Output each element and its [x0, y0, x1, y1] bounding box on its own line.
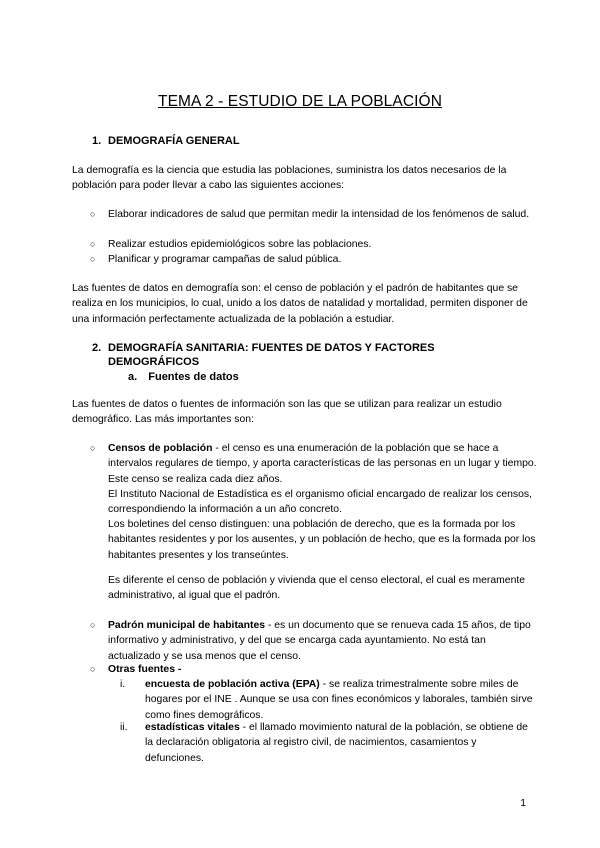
numeral-ii: ii.	[120, 722, 128, 733]
censos-diferente-paragraph: Es diferente el censo de población y vivienda que el censo electoral, el cual es meramente administrativo, al igual que el padrón.	[108, 575, 526, 602]
list-item: Planificar y programar campañas de salud pública.	[108, 254, 342, 265]
list-item-padron	[108, 618, 538, 664]
censos-term: Censos de población	[108, 443, 213, 454]
estadisticas-text: - el llamado movimiento natural de la población, se obtiene de la declaración obligatoria al registro civil, de nacimientos, casamientos y defunciones.	[145, 722, 528, 764]
section-2-number: 2.	[92, 342, 102, 354]
section-1-closing: Las fuentes de datos en demografía son: el censo de población y el padrón de habitantes que se realiza en los municipios, lo cual, unido a los datos de natalidad y mortalidad, permiten disponer de una información perfectamente actualizada de la población a estudiar.	[72, 283, 528, 325]
epa-text: - se realiza trimestralmente sobre miles de hogares por el INE . Aunque se usa con fines económicos y laborales, también sirve como fines demográficos.	[145, 679, 533, 721]
censos-ine-paragraph: El Instituto Nacional de Estadística es el organismo oficial encargado de realizar los censos, correspondiendo la información a un año concreto.	[108, 489, 532, 516]
bullet-icon: ○	[90, 239, 96, 249]
subsection-a-heading	[128, 371, 239, 383]
bullet-icon: ○	[90, 664, 96, 674]
bullet-icon: ○	[90, 209, 96, 219]
section-2-intro: Las fuentes de datos o fuentes de información son las que se utilizan para realizar un estudio demográfico. Las más importantes son:	[72, 399, 502, 426]
section-1-title: DEMOGRAFÍA GENERAL	[108, 135, 240, 147]
list-item-otras	[108, 662, 538, 677]
subsection-a-title: Fuentes de datos	[148, 371, 239, 383]
subsection-a-number: a.	[128, 371, 138, 383]
censos-text: - el censo es una enumeración de la población que se hace a intervalos regulares de tiempo, y aporta características de las personas en un lugar y tiempo. Este censo se realiza cada diez años.	[108, 443, 537, 485]
otras-suffix: -	[174, 664, 182, 675]
section-1-intro: La demografía es la ciencia que estudia las poblaciones, suministra los datos necesarios de la población para poder llevar a cabo las siguientes acciones:	[72, 165, 507, 192]
epa-term: encuesta de población activa (EPA)	[145, 679, 320, 690]
bullet-icon: ○	[90, 620, 96, 630]
censos-boletines-paragraph: Los boletines del censo distinguen: una población de derecho, que es la formada por los habitantes residentes y por los ausentes, y un población de hecho, que es la formada por los habitantes presentes y los transeúntes.	[108, 519, 536, 561]
numeral-i: i.	[120, 679, 126, 690]
bullet-icon: ○	[90, 254, 96, 264]
bullet-icon: ○	[90, 443, 96, 453]
list-item-epa	[145, 677, 535, 723]
page-number: 1	[520, 798, 526, 809]
list-item-censos	[108, 441, 538, 487]
section-2-title: DEMOGRAFÍA SANITARIA: FUENTES DE DATOS Y FACTORES DEMOGRÁFICOS	[108, 342, 435, 368]
list-item-estadisticas	[145, 720, 535, 766]
page-title: TEMA 2 - ESTUDIO DE LA POBLACIÓN	[158, 93, 442, 110]
list-item: Realizar estudios epidemiológicos sobre las poblaciones.	[108, 239, 372, 250]
list-item: Elaborar indicadores de salud que permitan medir la intensidad de los fenómenos de salud.	[108, 209, 530, 220]
padron-term: Padrón municipal de habitantes	[108, 620, 266, 631]
estadisticas-term: estadísticas vitales	[145, 722, 240, 733]
section-1-number: 1.	[92, 135, 102, 147]
padron-text: - es un documento que se renueva cada 15 años, de tipo informativo y administrativo, y del que se encarga cada ayuntamiento. No está tan actualizado y se usa menos que el censo.	[108, 620, 531, 662]
otras-term: Otras fuentes	[108, 664, 175, 675]
